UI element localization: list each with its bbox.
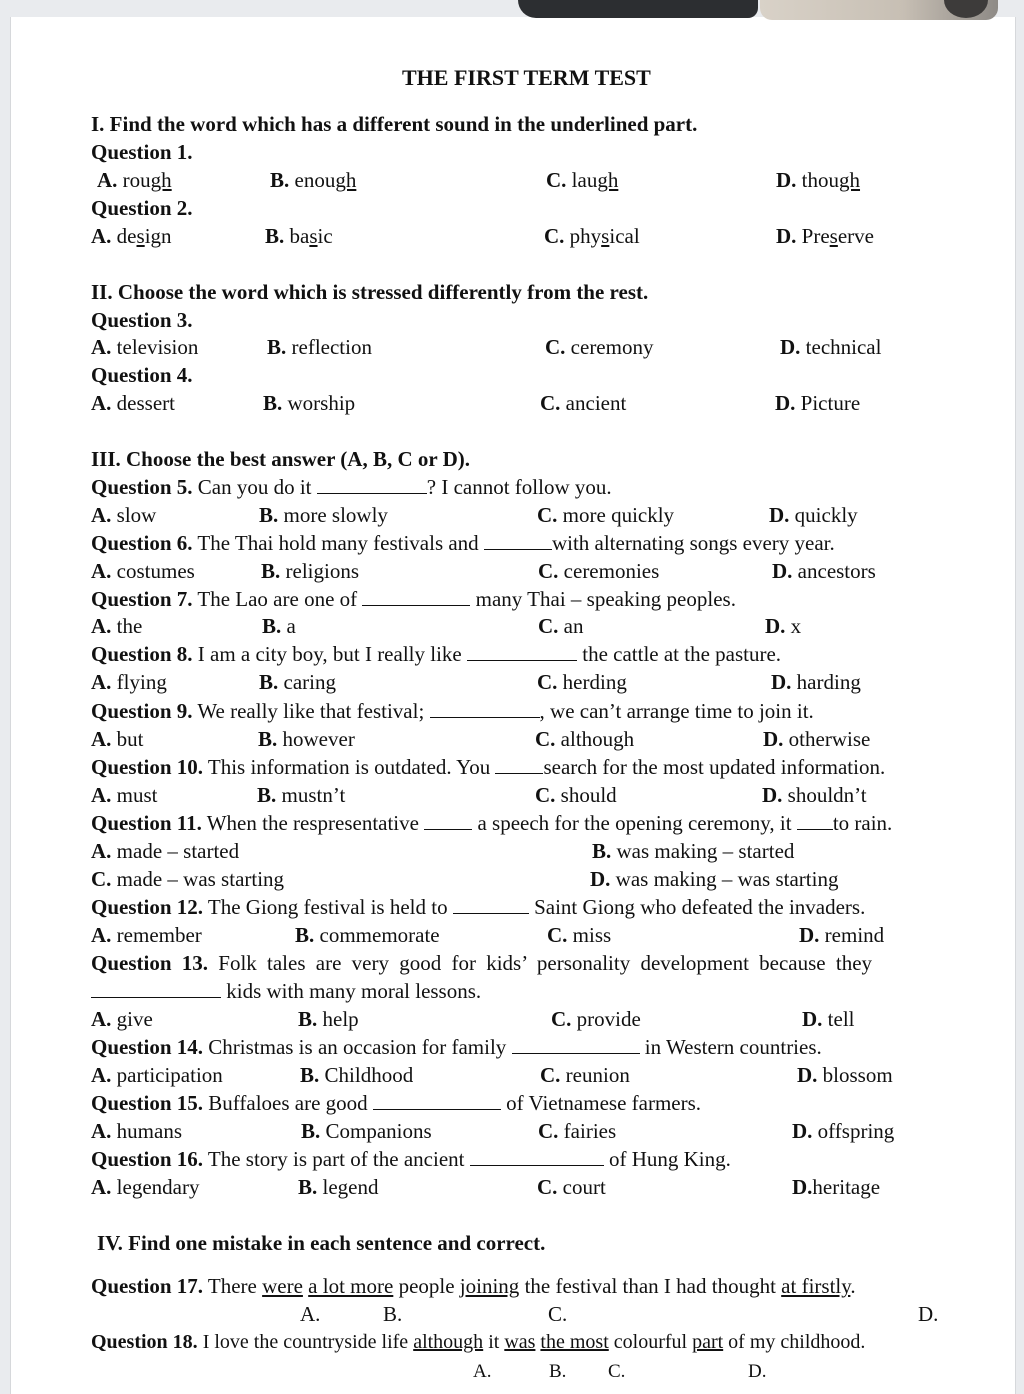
question-13-stem: Question 13. Folk tales are very good for kids’ personality development because they (91, 951, 873, 975)
q18-marker-b: B. (549, 1361, 567, 1382)
q17-marker-d: D. (918, 1302, 939, 1326)
q4-option-b: B. worship (263, 391, 356, 415)
q13-option-d: D. tell (802, 1007, 855, 1031)
q9-option-a: A. but (91, 727, 144, 751)
q13-option-a: A. give (91, 1007, 153, 1031)
question-4-label: Question 4. (91, 363, 193, 387)
question-11-stem: Question 11. When the respresentative a speech for the opening ceremony, it to rain. (91, 811, 893, 835)
q11-option-d: D. was making – was starting (590, 867, 839, 891)
q15-option-a: A. humans (91, 1119, 182, 1143)
q8-option-b: B. caring (259, 670, 336, 694)
q3-option-a: A. television (91, 335, 199, 359)
question-17-stem: Question 17. There were a lot more people joining the festival than I had thought at firstly. (91, 1274, 856, 1298)
q5-option-c: C. more quickly (537, 503, 675, 527)
q6-blank (484, 532, 552, 550)
q8-option-a: A. flying (91, 670, 167, 694)
question-16-stem: Question 16. The story is part of the ancient of Hung King. (91, 1147, 731, 1171)
q8-blank (467, 643, 577, 661)
q17-marker-a: A. (300, 1302, 321, 1326)
q14-option-c: C. reunion (540, 1063, 630, 1087)
q6-option-c: C. ceremonies (538, 559, 660, 583)
q10-option-d: D. shouldn’t (762, 783, 867, 807)
q10-blank (495, 756, 543, 774)
q2-option-b: B. basic (265, 224, 333, 248)
question-2-label: Question 2. (91, 196, 193, 220)
q1-option-b: B. enough (270, 168, 357, 192)
q1-option-c: C. laugh (546, 168, 619, 192)
section-3-heading: III. Choose the best answer (A, B, C or D). (91, 447, 470, 471)
q14-option-d: D. blossom (797, 1063, 893, 1087)
q13-blank (91, 980, 221, 998)
q10-option-b: B. mustn’t (257, 783, 346, 807)
question-7-stem: Question 7. The Lao are one of many Thai – speaking peoples. (91, 587, 736, 611)
q10-option-a: A. must (91, 783, 158, 807)
q17-marker-b: B. (383, 1302, 403, 1326)
q7-blank (362, 588, 470, 606)
q11-option-c: C. made – was starting (91, 867, 285, 891)
question-15-stem: Question 15. Buffaloes are good of Vietnamese farmers. (91, 1091, 702, 1115)
section-4-heading: IV. Find one mistake in each sentence and correct. (97, 1231, 546, 1255)
question-9-stem: Question 9. We really like that festival; , we can’t arrange time to join it. (91, 699, 814, 723)
q6-option-b: B. religions (261, 559, 360, 583)
q9-option-b: B. however (258, 727, 355, 751)
q14-option-b: B. Childhood (300, 1063, 414, 1087)
q8-option-d: D. harding (771, 670, 861, 694)
question-13-stem-cont: kids with many moral lessons. (91, 979, 481, 1003)
q16-option-a: A. legendary (91, 1175, 200, 1199)
q11-option-b: B. was making – started (592, 839, 795, 863)
q7-option-c: C. an (538, 614, 584, 638)
q7-option-a: A. the (91, 614, 143, 638)
q11-blank-2 (797, 812, 833, 830)
section-1-heading: I. Find the word which has a different sound in the underlined part. (91, 112, 698, 136)
question-12-stem: Question 12. The Giong festival is held to Saint Giong who defeated the invaders. (91, 895, 866, 919)
q12-blank (453, 896, 529, 914)
q5-option-a: A. slow (91, 503, 157, 527)
camera-thumbnail (760, 0, 998, 20)
question-5-stem: Question 5. Can you do it ? I cannot follow you. (91, 475, 612, 499)
q12-option-b: B. commemorate (295, 923, 440, 947)
q13-option-c: C. provide (551, 1007, 641, 1031)
q9-option-d: D. otherwise (763, 727, 871, 751)
page-title: THE FIRST TERM TEST (402, 65, 651, 90)
q6-option-a: A. costumes (91, 559, 195, 583)
q5-blank (317, 476, 427, 494)
q16-option-b: B. legend (298, 1175, 379, 1199)
section-2-heading: II. Choose the word which is stressed differently from the rest. (91, 280, 649, 304)
q9-option-c: C. although (535, 727, 635, 751)
question-3-label: Question 3. (91, 308, 193, 332)
q7-option-b: B. a (262, 614, 296, 638)
q7-option-d: D. x (765, 614, 802, 638)
q10-option-c: C. should (535, 783, 617, 807)
question-18-stem: Question 18. I love the countryside life although it was the most colourful part of my childhood. (91, 1331, 866, 1353)
question-14-stem: Question 14. Christmas is an occasion for family in Western countries. (91, 1035, 822, 1059)
q17-marker-c: C. (548, 1302, 568, 1326)
q15-blank (373, 1092, 501, 1110)
question-10-stem: Question 10. This information is outdated. You search for the most updated information. (91, 755, 886, 779)
q15-option-c: C. fairies (538, 1119, 617, 1143)
q4-option-a: A. dessert (91, 391, 175, 415)
q2-option-c: C. physical (544, 224, 640, 248)
q3-option-c: C. ceremony (545, 335, 654, 359)
q4-option-c: C. ancient (540, 391, 627, 415)
question-1-label: Question 1. (91, 140, 193, 164)
q1-option-d: D. though (776, 168, 861, 192)
q13-option-b: B. help (298, 1007, 359, 1031)
question-6-stem: Question 6. The Thai hold many festivals and with alternating songs every year. (91, 531, 835, 555)
q12-option-d: D. remind (799, 923, 885, 947)
q4-option-d: D. Picture (775, 391, 861, 415)
q12-option-a: A. remember (91, 923, 202, 947)
q18-marker-c: C. (608, 1361, 626, 1382)
q18-marker-a: A. (473, 1361, 492, 1382)
q2-option-a: A. design (91, 224, 172, 248)
q16-option-d: D.heritage (792, 1175, 881, 1199)
q15-option-d: D. offspring (792, 1119, 895, 1143)
q18-marker-d: D. (748, 1361, 767, 1382)
q5-option-d: D. quickly (769, 503, 858, 527)
q12-option-c: C. miss (547, 923, 612, 947)
q16-blank (470, 1148, 604, 1166)
q5-option-b: B. more slowly (259, 503, 388, 527)
q9-blank (430, 700, 540, 718)
q1-option-a: A. rough (97, 168, 172, 192)
q11-blank-1 (424, 812, 472, 830)
q6-option-d: D. ancestors (772, 559, 876, 583)
q14-blank (512, 1036, 640, 1054)
q16-option-c: C. court (537, 1175, 606, 1199)
q3-option-b: B. reflection (267, 335, 372, 359)
q11-option-a: A. made – started (91, 839, 240, 863)
q8-option-c: C. herding (537, 670, 627, 694)
q3-option-d: D. technical (780, 335, 882, 359)
question-8-stem: Question 8. I am a city boy, but I really like the cattle at the pasture. (91, 642, 782, 666)
camera-thumbnail-shape (944, 0, 988, 18)
video-overlay-bar (518, 0, 758, 18)
q15-option-b: B. Companions (301, 1119, 432, 1143)
q14-option-a: A. participation (91, 1063, 223, 1087)
q2-option-d: D. Preserve (776, 224, 874, 248)
